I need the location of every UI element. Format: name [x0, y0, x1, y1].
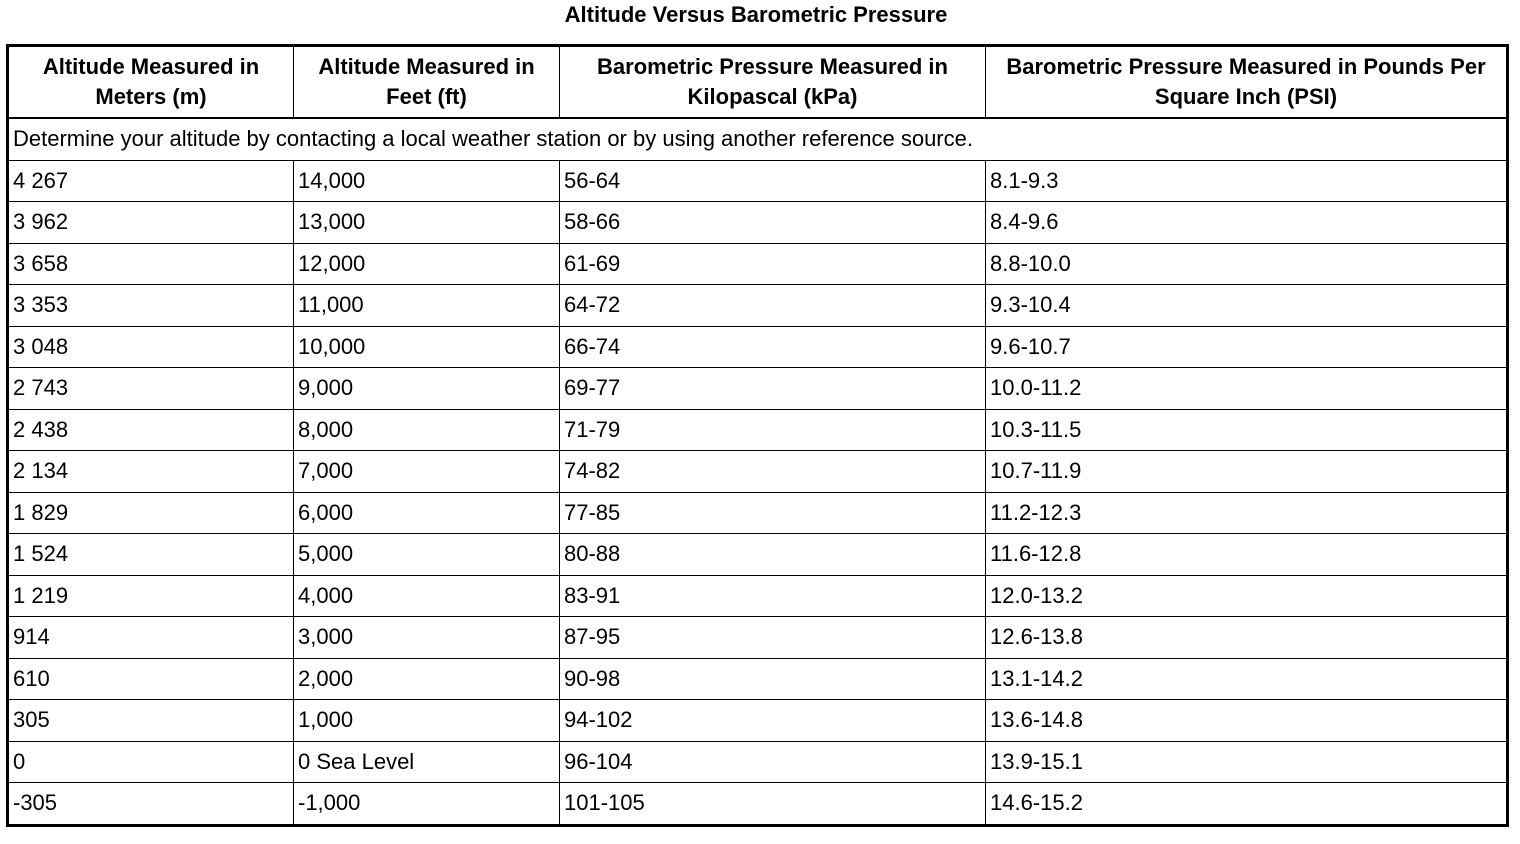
cell-meters: 4 267	[8, 160, 294, 202]
cell-psi: 10.3-11.5	[986, 409, 1508, 451]
note-row	[8, 118, 1508, 160]
cell-meters: 3 353	[8, 285, 294, 327]
cell-kpa: 66-74	[560, 326, 986, 368]
table-row	[8, 326, 1508, 368]
table-row	[8, 783, 1508, 826]
cell-kpa: 77-85	[560, 492, 986, 534]
table-row	[8, 534, 1508, 576]
table-row	[8, 160, 1508, 202]
cell-feet: 9,000	[294, 368, 560, 410]
cell-kpa: 83-91	[560, 575, 986, 617]
cell-feet: 7,000	[294, 451, 560, 493]
cell-meters: 0	[8, 741, 294, 783]
cell-kpa: 94-102	[560, 700, 986, 742]
cell-meters: 1 524	[8, 534, 294, 576]
header-row	[8, 46, 1508, 119]
note-text: Determine your altitude by contacting a local weather station or by using another reference source.	[8, 118, 1508, 160]
header-meters: Altitude Measured in Meters (m)	[8, 46, 294, 119]
cell-psi: 11.6-12.8	[986, 534, 1508, 576]
cell-meters: 305	[8, 700, 294, 742]
cell-meters: 914	[8, 617, 294, 659]
cell-kpa: 69-77	[560, 368, 986, 410]
cell-psi: 12.6-13.8	[986, 617, 1508, 659]
table-row	[8, 285, 1508, 327]
table-row	[8, 451, 1508, 493]
header-feet: Altitude Measured in Feet (ft)	[294, 46, 560, 119]
table-row	[8, 700, 1508, 742]
cell-psi: 13.6-14.8	[986, 700, 1508, 742]
cell-feet: 4,000	[294, 575, 560, 617]
cell-feet: 12,000	[294, 243, 560, 285]
cell-meters: 610	[8, 658, 294, 700]
cell-psi: 12.0-13.2	[986, 575, 1508, 617]
table-row	[8, 368, 1508, 410]
cell-feet: 13,000	[294, 202, 560, 244]
cell-psi: 8.1-9.3	[986, 160, 1508, 202]
cell-feet: 3,000	[294, 617, 560, 659]
cell-kpa: 74-82	[560, 451, 986, 493]
cell-psi: 11.2-12.3	[986, 492, 1508, 534]
cell-meters: 3 658	[8, 243, 294, 285]
cell-meters: 1 219	[8, 575, 294, 617]
cell-kpa: 58-66	[560, 202, 986, 244]
cell-feet: -1,000	[294, 783, 560, 826]
table-row	[8, 575, 1508, 617]
cell-feet: 11,000	[294, 285, 560, 327]
cell-psi: 9.3-10.4	[986, 285, 1508, 327]
cell-feet: 8,000	[294, 409, 560, 451]
table-row	[8, 202, 1508, 244]
header-psi: Barometric Pressure Measured in Pounds Per Square Inch (PSI)	[986, 46, 1508, 119]
cell-meters: 1 829	[8, 492, 294, 534]
cell-kpa: 101-105	[560, 783, 986, 826]
table-title: Altitude Versus Barometric Pressure	[564, 2, 948, 27]
cell-meters: 2 438	[8, 409, 294, 451]
table-row	[8, 741, 1508, 783]
cell-meters: 2 743	[8, 368, 294, 410]
cell-feet: 2,000	[294, 658, 560, 700]
cell-psi: 14.6-15.2	[986, 783, 1508, 826]
cell-kpa: 71-79	[560, 409, 986, 451]
table-row	[8, 658, 1508, 700]
cell-kpa: 90-98	[560, 658, 986, 700]
table-row	[8, 409, 1508, 451]
table-row	[8, 492, 1508, 534]
cell-psi: 10.7-11.9	[986, 451, 1508, 493]
cell-psi: 8.8-10.0	[986, 243, 1508, 285]
cell-meters: 3 962	[8, 202, 294, 244]
cell-kpa: 80-88	[560, 534, 986, 576]
cell-feet: 0 Sea Level	[294, 741, 560, 783]
table-row	[8, 243, 1508, 285]
cell-feet: 6,000	[294, 492, 560, 534]
cell-psi: 9.6-10.7	[986, 326, 1508, 368]
cell-feet: 1,000	[294, 700, 560, 742]
cell-psi: 10.0-11.2	[986, 368, 1508, 410]
cell-psi: 8.4-9.6	[986, 202, 1508, 244]
header-kpa: Barometric Pressure Measured in Kilopascal (kPa)	[560, 46, 986, 119]
table-row	[8, 617, 1508, 659]
cell-meters: -305	[8, 783, 294, 826]
altitude-pressure-table	[6, 44, 1509, 827]
cell-kpa: 64-72	[560, 285, 986, 327]
cell-feet: 10,000	[294, 326, 560, 368]
cell-meters: 3 048	[8, 326, 294, 368]
cell-meters: 2 134	[8, 451, 294, 493]
cell-feet: 14,000	[294, 160, 560, 202]
cell-psi: 13.9-15.1	[986, 741, 1508, 783]
cell-kpa: 61-69	[560, 243, 986, 285]
cell-psi: 13.1-14.2	[986, 658, 1508, 700]
cell-kpa: 56-64	[560, 160, 986, 202]
cell-kpa: 87-95	[560, 617, 986, 659]
cell-kpa: 96-104	[560, 741, 986, 783]
cell-feet: 5,000	[294, 534, 560, 576]
